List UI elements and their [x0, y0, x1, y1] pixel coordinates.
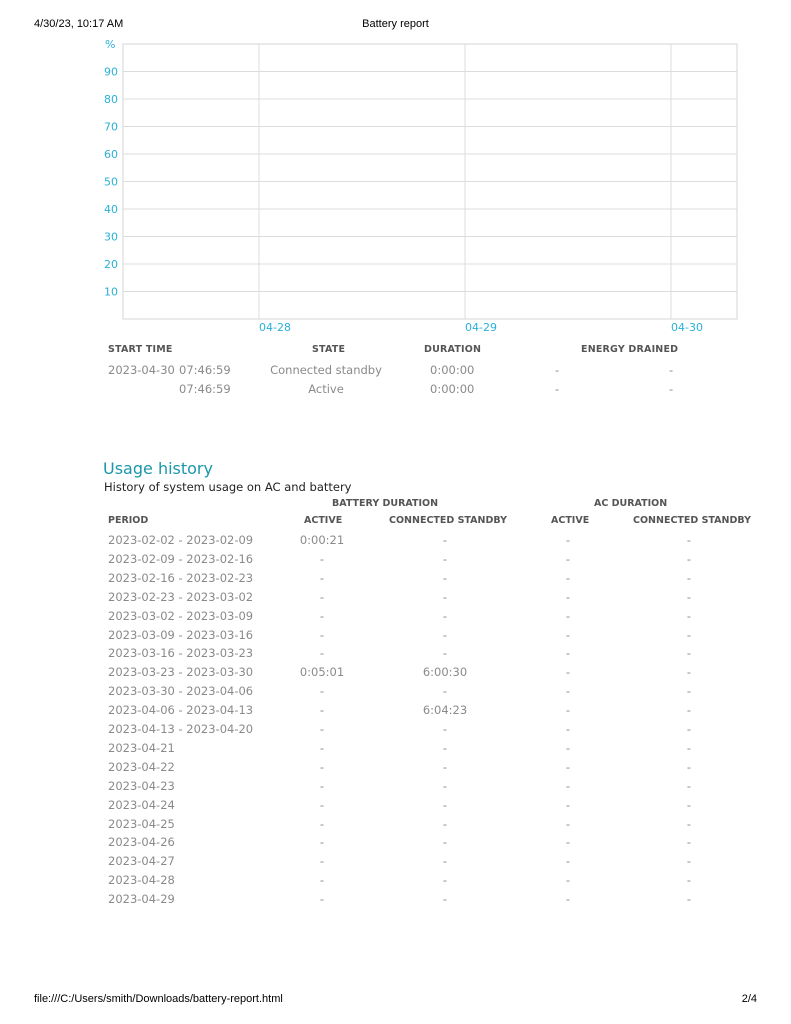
table-row: [104, 703, 764, 722]
row-ac-active: -: [565, 740, 571, 755]
table-row: [104, 665, 764, 684]
row-battery-active: -: [319, 589, 325, 604]
row-battery-active: -: [319, 873, 325, 888]
row-period: 2023-04-25: [108, 816, 175, 831]
y-tick-label: 30: [104, 230, 118, 244]
row-ac-connected-standby: -: [686, 646, 692, 661]
row-time: 07:46:59: [179, 363, 231, 377]
row-ac-connected-standby: -: [686, 892, 692, 907]
table-row: [104, 741, 764, 760]
row-ac-active: -: [565, 703, 571, 718]
usage-history-title: Usage history: [103, 459, 213, 478]
print-datetime: 4/30/23, 10:17 AM: [34, 18, 124, 30]
row-period: 2023-02-16 - 2023-02-23: [108, 570, 254, 585]
row-battery-active: -: [319, 797, 325, 812]
row-ac-active: -: [565, 797, 571, 812]
col-header-ac-active: ACTIVE: [551, 515, 590, 526]
table-row: [104, 817, 764, 836]
row-ac-active: -: [565, 873, 571, 888]
col-header-active: ACTIVE: [304, 515, 343, 526]
row-ac-active: -: [565, 627, 571, 642]
row-battery-active: 0:05:01: [299, 665, 345, 680]
row-battery-connected-standby: -: [442, 646, 448, 661]
row-ac-active: -: [565, 816, 571, 831]
row-battery-connected-standby: -: [442, 684, 448, 699]
row-battery-active: -: [319, 778, 325, 793]
y-axis-label: %: [105, 38, 116, 51]
row-battery-active: -: [319, 816, 325, 831]
row-battery-active: -: [319, 627, 325, 642]
row-battery-connected-standby: -: [442, 740, 448, 755]
row-state: Connected standby: [270, 363, 382, 377]
row-period: 2023-02-23 - 2023-03-02: [108, 589, 254, 604]
row-ac-active: -: [565, 759, 571, 774]
y-tick-label: 40: [104, 203, 118, 216]
row-battery-active: -: [319, 646, 325, 661]
row-period: 2023-04-24: [108, 797, 175, 812]
group-header-battery-duration: BATTERY DURATION: [332, 498, 439, 509]
row-period: 2023-04-27: [108, 854, 175, 869]
table-row: [104, 609, 764, 628]
row-period: 2023-04-28: [108, 873, 175, 888]
row-ac-connected-standby: -: [686, 854, 692, 869]
row-ac-active: -: [565, 778, 571, 793]
row-ac-connected-standby: -: [686, 816, 692, 831]
table-row: [104, 779, 764, 798]
col-header-period: PERIOD: [108, 515, 149, 526]
row-ac-active: -: [565, 854, 571, 869]
row-battery-connected-standby: -: [442, 835, 448, 850]
row-duration: 0:00:00: [430, 363, 475, 377]
row-ac-connected-standby: -: [686, 627, 692, 642]
row-battery-connected-standby: -: [442, 778, 448, 793]
table-row: [104, 533, 764, 552]
row-ac-connected-standby: -: [686, 551, 692, 566]
row-battery-connected-standby: -: [442, 608, 448, 623]
row-ac-connected-standby: -: [686, 778, 692, 793]
row-ac-connected-standby: -: [686, 589, 692, 604]
row-battery-connected-standby: -: [442, 551, 448, 566]
row-ac-connected-standby: -: [686, 684, 692, 699]
row-battery-active: -: [319, 608, 325, 623]
y-tick-label: 70: [104, 120, 118, 134]
y-tick-label: 20: [104, 258, 118, 271]
row-ac-connected-standby: -: [686, 570, 692, 585]
row-battery-connected-standby: 6:00:30: [422, 665, 468, 680]
row-time: 07:46:59: [179, 382, 231, 396]
col-header-state: STATE: [312, 344, 346, 355]
row-ac-active: -: [565, 533, 571, 547]
group-header-ac-duration: AC DURATION: [594, 498, 668, 509]
row-period: 2023-03-30 - 2023-04-06: [108, 684, 254, 699]
row-ac-connected-standby: -: [686, 722, 692, 736]
y-tick-label: 10: [104, 285, 118, 299]
row-ac-connected-standby: -: [686, 703, 692, 718]
row-battery-connected-standby: -: [442, 759, 448, 774]
y-tick-label: 80: [104, 93, 118, 106]
row-battery-active: -: [319, 892, 325, 907]
row-battery-active: -: [319, 684, 325, 699]
table-row: [104, 722, 764, 741]
row-period: 2023-04-26: [108, 835, 175, 850]
table-row: [104, 628, 764, 647]
table-row: [104, 760, 764, 779]
row-ac-connected-standby: -: [686, 797, 692, 812]
col-header-energy-drained: ENERGY DRAINED: [581, 344, 679, 355]
y-tick-label: 50: [104, 175, 118, 189]
row-ac-connected-standby: -: [686, 665, 692, 680]
x-tick-label: 04-28: [259, 321, 291, 334]
row-period: 2023-03-09 - 2023-03-16: [108, 627, 254, 642]
row-battery-active: -: [319, 551, 325, 566]
table-row: [104, 552, 764, 571]
row-period: 2023-04-13 - 2023-04-20: [108, 722, 254, 736]
row-energy-pct: -: [555, 382, 560, 396]
row-battery-connected-standby: -: [442, 892, 448, 907]
print-title: Battery report: [362, 18, 429, 30]
row-battery-active: -: [319, 740, 325, 755]
row-period: 2023-02-02 - 2023-02-09: [108, 533, 254, 547]
row-battery-active: -: [319, 854, 325, 869]
row-ac-active: -: [565, 551, 571, 566]
row-state: Active: [308, 382, 344, 396]
table-row: [104, 892, 764, 911]
row-period: 2023-04-22: [108, 759, 175, 774]
row-ac-active: -: [565, 892, 571, 907]
row-period: 2023-04-06 - 2023-04-13: [108, 703, 254, 718]
row-period: 2023-02-09 - 2023-02-16: [108, 551, 254, 566]
row-duration: 0:00:00: [430, 382, 475, 396]
row-ac-active: -: [565, 722, 571, 736]
row-period: 2023-04-29: [108, 892, 175, 907]
table-row: [104, 798, 764, 817]
y-tick-label: 90: [104, 65, 118, 79]
table-row: [104, 684, 764, 703]
table-row: [104, 571, 764, 590]
row-ac-connected-standby: -: [686, 533, 692, 547]
row-date: 2023-04-30: [108, 363, 175, 377]
print-url: file:///C:/Users/smith/Downloads/battery-report.html: [34, 993, 283, 1005]
battery-level-chart: [0, 30, 791, 340]
row-battery-connected-standby: 6:04:23: [422, 703, 468, 718]
row-ac-active: -: [565, 835, 571, 850]
row-battery-active: -: [319, 835, 325, 850]
x-tick-label: 04-29: [465, 321, 497, 334]
row-ac-active: -: [565, 589, 571, 604]
row-ac-connected-standby: -: [686, 608, 692, 623]
print-page-number: 2/4: [741, 993, 757, 1005]
row-period: 2023-03-23 - 2023-03-30: [108, 665, 254, 680]
table-row: [104, 646, 764, 665]
row-ac-active: -: [565, 570, 571, 585]
row-battery-connected-standby: -: [442, 816, 448, 831]
row-period: 2023-04-23: [108, 778, 175, 793]
col-header-duration: DURATION: [424, 344, 482, 355]
row-battery-connected-standby: -: [442, 873, 448, 888]
print-footer: [34, 993, 757, 1007]
table-row: [104, 873, 764, 892]
row-ac-connected-standby: -: [686, 740, 692, 755]
col-header-ac-connected-standby: CONNECTED STANDBY: [633, 515, 751, 526]
y-tick-label: 60: [104, 148, 118, 161]
row-battery-connected-standby: -: [442, 533, 448, 547]
col-header-start-time: START TIME: [108, 344, 173, 355]
row-battery-active: -: [319, 759, 325, 774]
row-battery-connected-standby: -: [442, 797, 448, 812]
row-battery-active: -: [319, 722, 325, 736]
row-ac-active: -: [565, 646, 571, 661]
row-ac-active: -: [565, 665, 571, 680]
row-ac-active: -: [565, 684, 571, 699]
row-battery-active: -: [319, 570, 325, 585]
col-header-connected-standby: CONNECTED STANDBY: [389, 515, 507, 526]
row-battery-connected-standby: -: [442, 722, 448, 736]
row-ac-connected-standby: -: [686, 835, 692, 850]
row-energy-mwh: -: [669, 363, 674, 377]
row-battery-connected-standby: -: [442, 570, 448, 585]
table-row: [104, 590, 764, 609]
row-ac-connected-standby: -: [686, 873, 692, 888]
row-ac-active: -: [565, 608, 571, 623]
x-tick-label: 04-30: [671, 321, 703, 334]
row-energy-mwh: -: [669, 382, 674, 396]
table-row: [104, 854, 764, 873]
row-period: 2023-03-02 - 2023-03-09: [108, 608, 254, 623]
row-battery-connected-standby: -: [442, 854, 448, 869]
usage-history-subtitle: History of system usage on AC and battery: [104, 480, 352, 494]
row-battery-active: -: [319, 703, 325, 718]
row-battery-active: 0:00:21: [299, 533, 345, 547]
row-period: 2023-04-21: [108, 740, 175, 755]
row-energy-pct: -: [555, 363, 560, 377]
table-row: [104, 835, 764, 854]
row-battery-connected-standby: -: [442, 589, 448, 604]
row-ac-connected-standby: -: [686, 759, 692, 774]
row-battery-connected-standby: -: [442, 627, 448, 642]
row-period: 2023-03-16 - 2023-03-23: [108, 646, 254, 661]
